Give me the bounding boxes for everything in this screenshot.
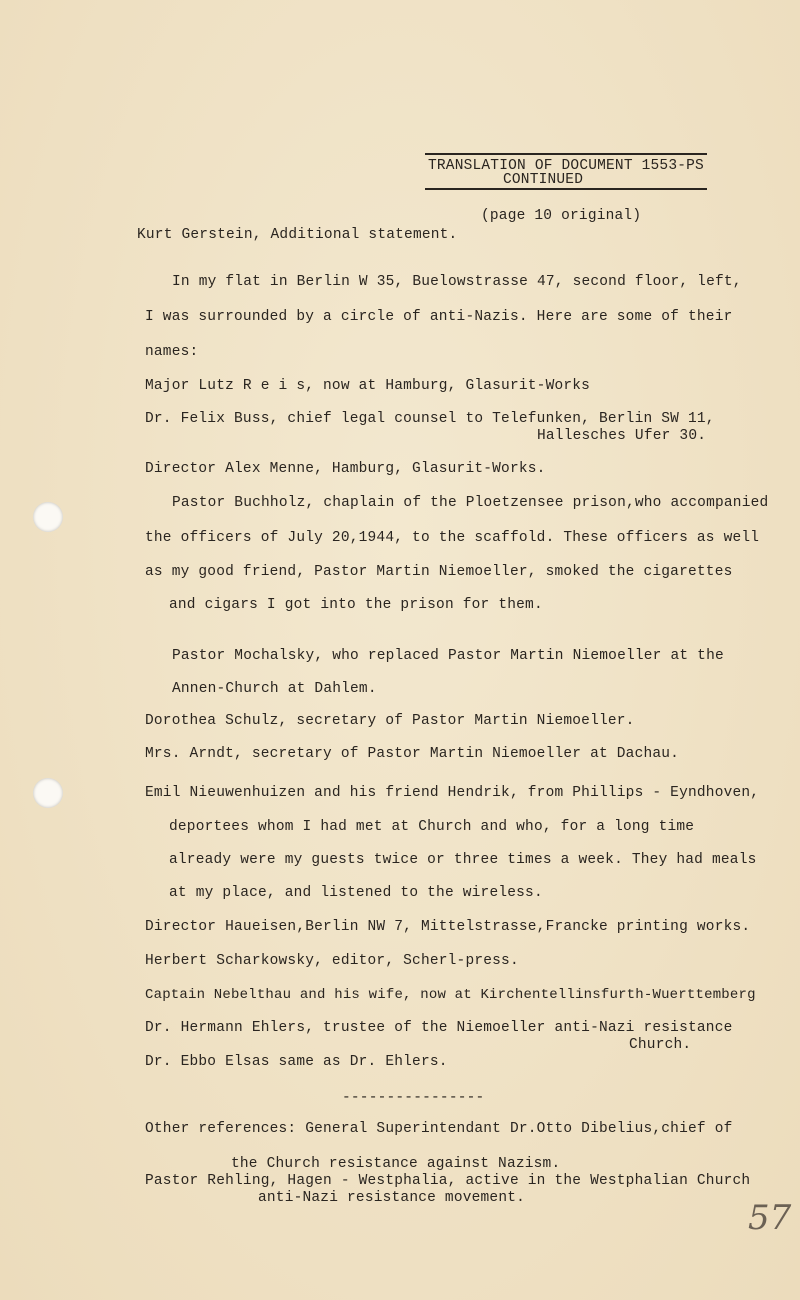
text-line: and cigars I got into the prison for them.: [169, 597, 543, 613]
text-line: Dr. Hermann Ehlers, trustee of the Niemoeller anti-Nazi resistance: [145, 1020, 733, 1036]
text-line: Annen-Church at Dahlem.: [172, 681, 377, 697]
text-line: Church.: [629, 1037, 692, 1053]
handwritten-page-number: 57: [748, 1198, 792, 1238]
punch-hole-bottom: [33, 778, 63, 808]
text-line: Director Haueisen,Berlin NW 7, Mittelstrasse,Francke printing works.: [145, 919, 751, 935]
text-line: Herbert Scharkowsky, editor, Scherl-press.: [145, 953, 519, 969]
text-line: names:: [145, 344, 199, 360]
text-line: Dr. Felix Buss, chief legal counsel to Telefunken, Berlin SW 11,: [145, 411, 715, 427]
text-line: deportees whom I had met at Church and who, for a long time: [169, 819, 695, 835]
text-line: Dr. Ebbo Elsas same as Dr. Ehlers.: [145, 1054, 448, 1070]
punch-hole-top: [33, 502, 63, 532]
text-line: Captain Nebelthau and his wife, now at Kirchentellinsfurth-Wuerttemberg: [145, 987, 756, 1003]
text-line: Emil Nieuwenhuizen and his friend Hendrik, from Phillips - Eyndhoven,: [145, 785, 760, 801]
text-line: at my place, and listened to the wireless.: [169, 885, 543, 901]
text-line: Director Alex Menne, Hamburg, Glasurit-Works.: [145, 461, 546, 477]
text-line: Major Lutz R e i s, now at Hamburg, Glasurit-Works: [145, 378, 591, 394]
text-line: the officers of July 20,1944, to the scaffold. These officers as well: [145, 530, 760, 546]
text-line: Other references: General Superintendant Dr.Otto Dibelius,chief of: [145, 1121, 733, 1137]
text-line: Hallesches Ufer 30.: [537, 428, 707, 444]
text-line: Pastor Mochalsky, who replaced Pastor Martin Niemoeller at the: [172, 648, 724, 664]
document-title: TRANSLATION OF DOCUMENT 1553-PS: [428, 158, 704, 174]
text-line: Mrs. Arndt, secretary of Pastor Martin Niemoeller at Dachau.: [145, 746, 680, 762]
section-divider: ----------------: [342, 1090, 485, 1106]
statement-heading: Kurt Gerstein, Additional statement.: [137, 227, 458, 243]
text-line: Dorothea Schulz, secretary of Pastor Martin Niemoeller.: [145, 713, 635, 729]
header-rule-bottom: [425, 188, 707, 190]
text-line: as my good friend, Pastor Martin Niemoeller, smoked the cigarettes: [145, 564, 733, 580]
document-subtitle: CONTINUED: [503, 172, 584, 188]
text-line: I was surrounded by a circle of anti-Nazis. Here are some of their: [145, 309, 733, 325]
text-line: already were my guests twice or three times a week. They had meals: [169, 852, 757, 868]
text-line: the Church resistance against Nazism.: [231, 1156, 561, 1172]
text-line: Pastor Buchholz, chaplain of the Ploetzensee prison,who accompanied: [172, 495, 769, 511]
header-rule-top: [425, 153, 707, 155]
text-line: anti-Nazi resistance movement.: [258, 1190, 526, 1206]
text-line: In my flat in Berlin W 35, Buelowstrasse 47, second floor, left,: [172, 274, 742, 290]
page-reference: (page 10 original): [481, 208, 642, 224]
text-line: Pastor Rehling, Hagen - Westphalia, active in the Westphalian Church: [145, 1173, 751, 1189]
